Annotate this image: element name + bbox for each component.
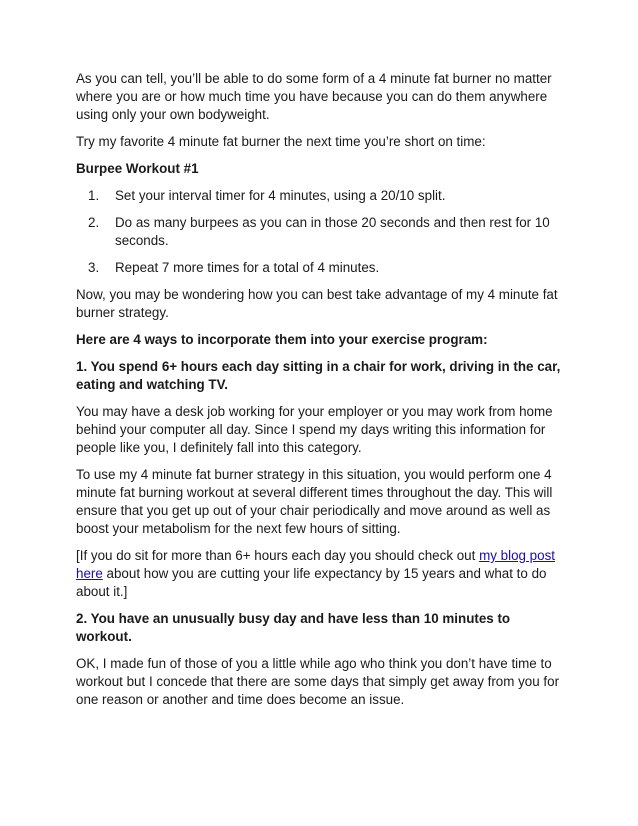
desk-job-paragraph: You may have a desk job working for your employer or you may work from home behind your computer all day. Since I spend my days writing this information for people like you, I definitely fall into this category.	[76, 404, 553, 455]
blog-post-link[interactable]: my blog post here	[76, 548, 555, 581]
workout-steps-list	[76, 187, 568, 277]
way-1-heading: 1. You spend 6+ hours each day sitting in a chair for work, driving in the car, eating and watching TV.	[76, 359, 561, 392]
list-item	[76, 187, 568, 205]
list-item-number: 1.	[88, 188, 100, 203]
strategy-usage-paragraph: To use my 4 minute fat burner strategy in this situation, you would perform one 4 minute fat burning workout at several different times throughout the day. This will ensure that you get up out of your chair periodically and move around as well as boost your metabolism for the next few hours of sitting.	[76, 467, 553, 536]
workout-heading: Burpee Workout #1	[76, 161, 199, 176]
favorite-paragraph: Try my favorite 4 minute fat burner the next time you’re short on time:	[76, 134, 486, 149]
list-item	[76, 214, 568, 250]
blog-note-paragraph	[76, 547, 568, 601]
busy-day-paragraph: OK, I made fun of those of you a little while ago who think you don’t have time to workout but I concede that there are some days that simply get away from you for one reason or another and time does become an issue.	[76, 656, 560, 707]
way-2-heading: 2. You have an unusually busy day and have less than 10 minutes to workout.	[76, 611, 511, 644]
list-item	[76, 259, 568, 277]
blog-note-text-after: about how you are cutting your life expectancy by 15 years and what to do about it.]	[76, 566, 547, 599]
ways-heading: Here are 4 ways to incorporate them into your exercise program:	[76, 332, 488, 347]
list-item-number: 3.	[88, 260, 100, 275]
list-item-text: Do as many burpees as you can in those 20 seconds and then rest for 10 seconds.	[115, 215, 550, 248]
blog-note-text-before: [If you do sit for more than 6+ hours each day you should check out	[76, 548, 480, 563]
document-page	[76, 70, 568, 718]
list-item-text: Repeat 7 more times for a total of 4 minutes.	[115, 260, 380, 275]
strategy-paragraph: Now, you may be wondering how you can best take advantage of my 4 minute fat burner strategy.	[76, 287, 558, 320]
list-item-text: Set your interval timer for 4 minutes, using a 20/10 split.	[115, 188, 446, 203]
list-item-number: 2.	[88, 215, 100, 230]
intro-paragraph: As you can tell, you’ll be able to do some form of a 4 minute fat burner no matter where you are or how much time you have because you can do them anywhere using only your own bodyweight.	[76, 71, 552, 122]
